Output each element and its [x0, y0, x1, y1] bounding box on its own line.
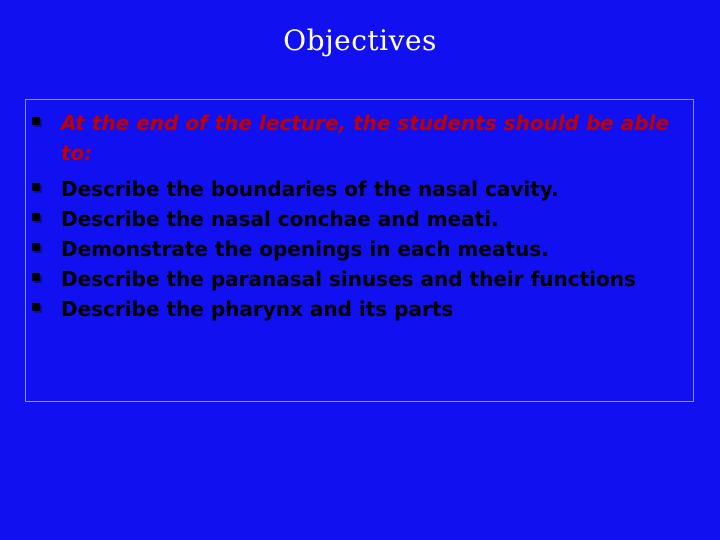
bullet-text: Describe the paranasal sinuses and their functions [61, 267, 636, 291]
bullet-text: Describe the boundaries of the nasal cavity. [61, 177, 559, 201]
square-bullet-icon [32, 183, 42, 193]
bullet-text: Demonstrate the openings in each meatus. [61, 237, 549, 261]
bullet-text: Describe the pharynx and its parts [61, 297, 454, 321]
bullet-item [26, 234, 695, 264]
bullet-item-intro [26, 108, 695, 168]
content-box [25, 99, 694, 402]
bullet-text: Describe the nasal conchae and meati. [61, 207, 499, 231]
bullet-item [26, 294, 695, 324]
bullet-text: At the end of the lecture, the students should be able to: [61, 111, 670, 165]
bullet-item [26, 264, 695, 294]
square-bullet-icon [32, 117, 42, 127]
square-bullet-icon [32, 243, 42, 253]
square-bullet-icon [32, 303, 42, 313]
slide-title: Objectives [283, 24, 437, 57]
bullet-item [26, 174, 695, 204]
square-bullet-icon [32, 213, 42, 223]
bullet-list [26, 108, 695, 324]
bullet-item [26, 204, 695, 234]
square-bullet-icon [32, 273, 42, 283]
